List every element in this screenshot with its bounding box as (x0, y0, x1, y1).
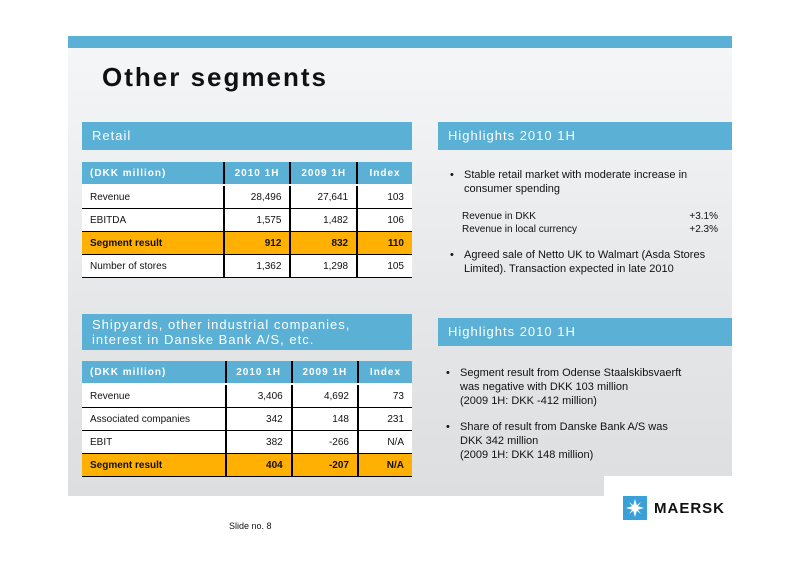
cell-value: 382 (226, 431, 292, 454)
cell-value: 105 (357, 255, 412, 278)
bullet-line: was negative with DKK 103 million (460, 381, 629, 393)
cell-value: 1,362 (224, 255, 291, 278)
retail-highlights (448, 168, 718, 276)
maersk-star-icon (623, 496, 647, 520)
logo-text: MAERSK (654, 499, 726, 517)
row-label: EBITDA (82, 209, 224, 232)
column-header: (DKK million) (82, 361, 226, 384)
shipyards-header-line2: interest in Danske Bank A/S, etc. (92, 332, 315, 347)
table-header-row (82, 162, 412, 185)
cell-value: 28,496 (224, 185, 291, 209)
shipyards-header (82, 314, 412, 350)
table-row (82, 209, 412, 232)
shipyards-highlights-header (438, 318, 732, 346)
row-label: Revenue (82, 185, 224, 209)
column-header: 2009 1H (290, 162, 357, 185)
cell-value: N/A (358, 431, 412, 454)
highlight-bullet (444, 420, 728, 462)
shipyards-table (82, 361, 412, 477)
shipyards-highlights (444, 366, 728, 462)
cell-value: 342 (226, 408, 292, 431)
highlight-bullet (444, 366, 728, 408)
table-row (82, 408, 412, 431)
row-label: Revenue (82, 384, 226, 408)
revenue-dkk-row (462, 210, 718, 223)
cell-value: 106 (357, 209, 412, 232)
table-row (82, 255, 412, 278)
cell-value: 73 (358, 384, 412, 408)
retail-highlights-header-label: Highlights 2010 1H (448, 128, 576, 143)
table-row-highlight (82, 454, 412, 477)
maersk-logo (623, 496, 725, 520)
revenue-local-row (462, 223, 718, 236)
cell-value: 1,482 (290, 209, 357, 232)
cell-value: 832 (290, 232, 357, 255)
retail-table (82, 162, 412, 278)
cell-value: 912 (224, 232, 291, 255)
row-label: Associated companies (82, 408, 226, 431)
column-header: Index (357, 162, 412, 185)
cell-value: 4,692 (292, 384, 358, 408)
table-row-highlight (82, 232, 412, 255)
row-label: Number of stores (82, 255, 224, 278)
retail-highlights-header (438, 122, 732, 150)
row-label: EBIT (82, 431, 226, 454)
cell-value: -207 (292, 454, 358, 477)
column-header: (DKK million) (82, 162, 224, 185)
cell-value: 27,641 (290, 185, 357, 209)
top-accent-bar (68, 36, 732, 48)
table-row (82, 384, 412, 408)
column-header: 2009 1H (292, 361, 358, 384)
bullet-line: DKK 342 million (460, 435, 539, 447)
cell-value: 1,298 (290, 255, 357, 278)
table-header-row (82, 361, 412, 384)
shipyards-header-line1: Shipyards, other industrial companies, (92, 317, 351, 332)
page-title: Other segments (102, 62, 328, 92)
kv-label: Revenue in local currency (462, 224, 578, 235)
column-header: 2010 1H (224, 162, 291, 185)
bullet-line: • Share of result from Danske Bank A/S was (460, 421, 668, 433)
kv-value: +3.1% (689, 211, 718, 222)
cell-value: 110 (357, 232, 412, 255)
row-label: Segment result (82, 232, 224, 255)
highlight-bullet: • Stable retail market with moderate increase in consumer spending (448, 168, 718, 196)
column-header: 2010 1H (226, 361, 292, 384)
highlight-bullet: • Agreed sale of Netto UK to Walmart (Asda Stores Limited). Transaction expected in late 2010 (448, 248, 718, 276)
cell-value: 103 (357, 185, 412, 209)
cell-value: -266 (292, 431, 358, 454)
cell-value: 231 (358, 408, 412, 431)
column-header: Index (358, 361, 412, 384)
cell-value: 404 (226, 454, 292, 477)
shipyards-highlights-header-label: Highlights 2010 1H (448, 324, 576, 339)
cell-value: 148 (292, 408, 358, 431)
retail-header-label: Retail (92, 128, 132, 143)
bullet-line: (2009 1H: DKK 148 million) (460, 449, 594, 461)
slide-number: Slide no. 8 (229, 521, 272, 531)
kv-label: Revenue in DKK (462, 211, 536, 222)
row-label: Segment result (82, 454, 226, 477)
bullet-line: (2009 1H: DKK -412 million) (460, 395, 597, 407)
table-row (82, 431, 412, 454)
kv-value: +2.3% (689, 224, 718, 235)
revenue-growth-list (448, 210, 718, 236)
cell-value: N/A (358, 454, 412, 477)
cell-value: 3,406 (226, 384, 292, 408)
table-row (82, 185, 412, 209)
cell-value: 1,575 (224, 209, 291, 232)
bullet-line: • Segment result from Odense Staalskibsvaerft (460, 367, 682, 379)
retail-header (82, 122, 412, 150)
